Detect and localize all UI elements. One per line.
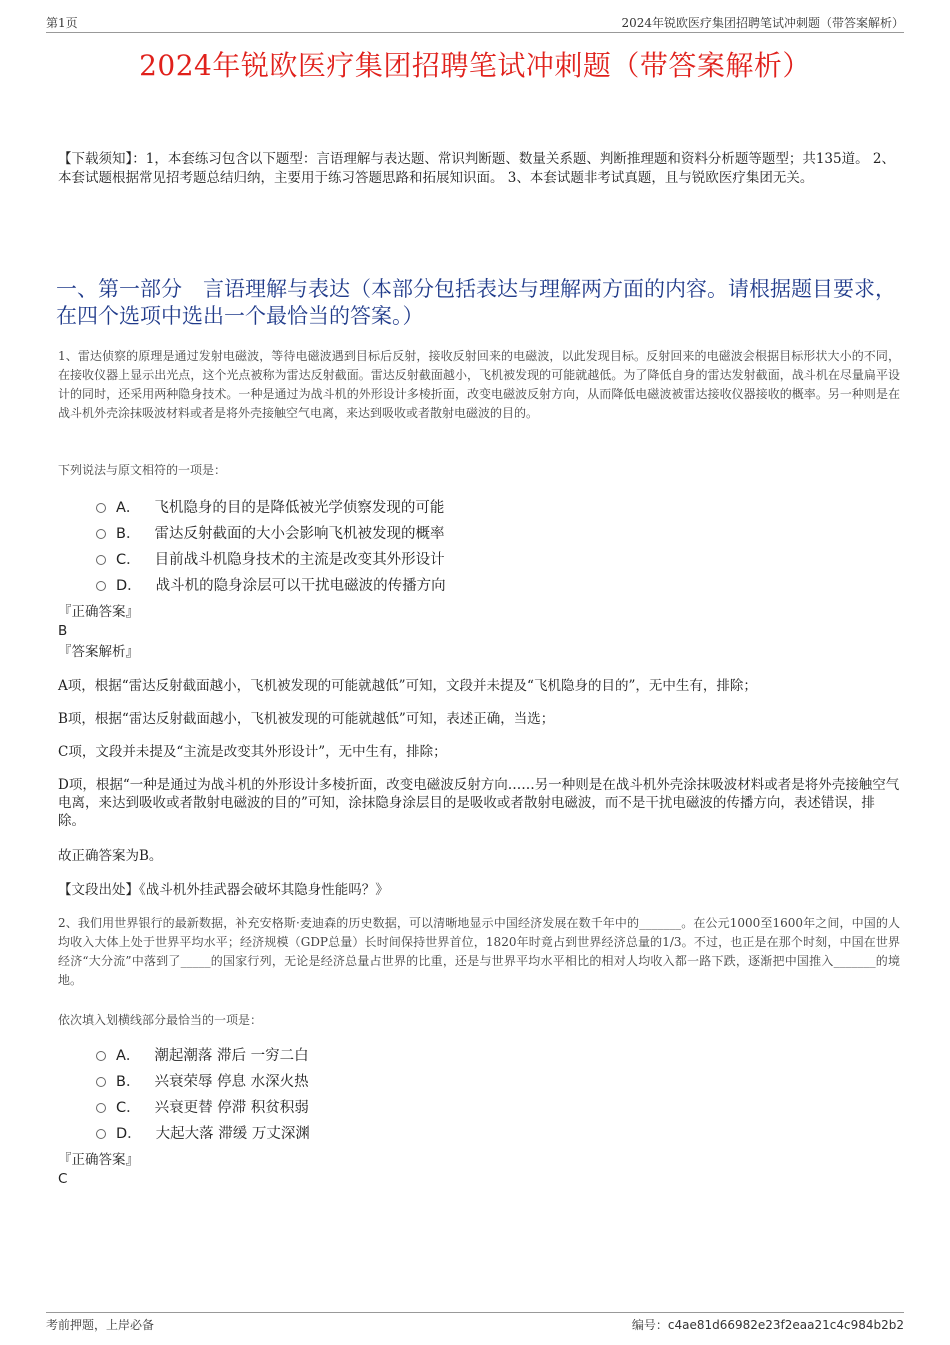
option-d[interactable]	[96, 1119, 796, 1145]
analysis-d: D项，根据“一种是通过为战斗机的外形设计多棱折面，改变电磁波反射方向……另一种则是在战斗机外壳涂抹吸波材料或者是将外壳接触空气电离，来达到吸收或者散射电磁波的目的”可知，涂抹隐身涂层目的是吸收或者散射电磁波，而不是干扰电磁波的传播方向，表述错误，排除。	[58, 777, 900, 829]
analysis-b: B项，根据“雷达反射截面越小，飞机被发现的可能就越低”可知，表述正确，当选；	[58, 711, 555, 727]
option-key: A．	[116, 1047, 141, 1064]
radio-icon[interactable]	[96, 581, 106, 591]
option-key: B．	[116, 525, 141, 542]
option-text: 大起大落 滞缓 万丈深渊	[155, 1125, 310, 1142]
answer-label: 『正确答案』	[58, 1152, 139, 1168]
question-1-prompt: 下列说法与原文相符的一项是：	[58, 463, 227, 477]
question-2-text: 2、我们用世界银行的最新数据，补充安格斯·麦迪森的历史数据，可以清晰地显示中国经济发展在数千年中的_______。在公元1000至1600年之间，中国的人均收入大体上处于世界平均水平；经济规模（GDP总量）长时间保持世界首位，1820年时竟占到世界经济总量的1/3。不过，也正是在那个时刻，中国在世界经济“大分流”中落到了_____的国家行列，无论是经济总量占世界的比重，还是与世界平均水平相比的相对人均收入都一路下跌，逐渐把中国推入_______的境地。	[58, 916, 900, 987]
option-a[interactable]	[96, 493, 796, 519]
option-key: D．	[116, 577, 142, 594]
header-divider	[46, 32, 904, 33]
question-1-text: 1、雷达侦察的原理是通过发射电磁波，等待电磁波遇到目标后反射，接收反射回来的电磁波，以此发现目标。反射回来的电磁波会根据目标形状大小的不同，在接收仪器上显示出光点，这个光点被称为雷达反射截面。雷达反射截面越小，飞机被发现的可能就越低。为了降低自身的雷达发射截面，战斗机在尽量扁平设计的同时，还采用两种隐身技术。一种是通过为战斗机的外形设计多棱折面，改变电磁波反射方向，从而降低电磁波被雷达接收仪器接收的概率。另一种则是在战斗机外壳涂抹吸波材料或者是将外壳接触空气电离，来达到吸收或者散射电磁波的目的。	[58, 349, 900, 420]
page-header	[46, 14, 904, 34]
correct-answer: B	[58, 623, 68, 639]
option-key: B．	[116, 1073, 141, 1090]
analysis-c: C项，文段并未提及“主流是改变其外形设计”，无中生有，排除；	[58, 744, 447, 760]
footer-divider	[46, 1312, 904, 1313]
section-heading: 一、第一部分 言语理解与表达（本部分包括表达与理解两方面的内容。请根据题目要求，在四个选项中选出一个最恰当的答案。）	[56, 277, 896, 328]
option-c[interactable]	[96, 1093, 796, 1119]
radio-icon[interactable]	[96, 555, 106, 565]
option-text: 兴衰荣辱 停息 水深火热	[154, 1073, 309, 1090]
option-text: 战斗机的隐身涂层可以干扰电磁波的传播方向	[155, 577, 446, 594]
header-doc-title: 2024年锐欧医疗集团招聘笔试冲刺题（带答案解析）	[621, 16, 904, 30]
option-text: 雷达反射截面的大小会影响飞机被发现的概率	[154, 525, 445, 542]
option-key: D．	[116, 1125, 142, 1142]
option-b[interactable]	[96, 1067, 796, 1093]
document-title: 2024年锐欧医疗集团招聘笔试冲刺题（带答案解析）	[139, 49, 811, 82]
option-key: C．	[116, 1099, 141, 1116]
option-key: A．	[116, 499, 141, 516]
question-1-options	[96, 493, 796, 597]
footer-serial: 编号：c4ae81d66982e23f2eaa21c4c984b2b2	[631, 1318, 904, 1332]
option-key: C．	[116, 551, 141, 568]
radio-icon[interactable]	[96, 1103, 106, 1113]
answer-label: 『正确答案』	[58, 604, 139, 620]
option-c[interactable]	[96, 545, 796, 571]
analysis-label: 『答案解析』	[58, 644, 139, 660]
question-2-prompt: 依次填入划横线部分最恰当的一项是：	[58, 1013, 263, 1027]
option-text: 兴衰更替 停滞 积贫积弱	[154, 1099, 309, 1116]
correct-answer: C	[58, 1171, 68, 1187]
radio-icon[interactable]	[96, 529, 106, 539]
option-text: 潮起潮落 滞后 一穷二白	[154, 1047, 309, 1064]
option-text: 飞机隐身的目的是降低被光学侦察发现的可能	[154, 499, 445, 516]
radio-icon[interactable]	[96, 1077, 106, 1087]
option-b[interactable]	[96, 519, 796, 545]
source-note: 【文段出处】《战斗机外挂武器会破坏其隐身性能吗？》	[58, 882, 389, 898]
radio-icon[interactable]	[96, 503, 106, 513]
option-text: 目前战斗机隐身技术的主流是改变其外形设计	[154, 551, 445, 568]
radio-icon[interactable]	[96, 1129, 106, 1139]
option-d[interactable]	[96, 571, 796, 597]
analysis-a: A项，根据“雷达反射截面越小，飞机被发现的可能就越低”可知，文段并未提及“飞机隐身的目的”，无中生有，排除；	[58, 678, 757, 694]
download-notice: 【下载须知】：1，本套练习包含以下题型：言语理解与表达题、常识判断题、数量关系题、判断推理题和资料分析题等题型；共135道。 2、本套试题根据常见招考题总结归纳，主要用于练习答题思路和拓展知识面。 3、本套试题非考试真题，且与锐欧医疗集团无关。	[58, 151, 895, 186]
option-a[interactable]	[96, 1041, 796, 1067]
radio-icon[interactable]	[96, 1051, 106, 1061]
footer-slogan: 考前押题，上岸必备	[46, 1318, 155, 1332]
page-number: 第1页	[46, 16, 78, 30]
question-2-options	[96, 1041, 796, 1145]
analysis-conclusion: 故正确答案为B。	[58, 848, 163, 864]
